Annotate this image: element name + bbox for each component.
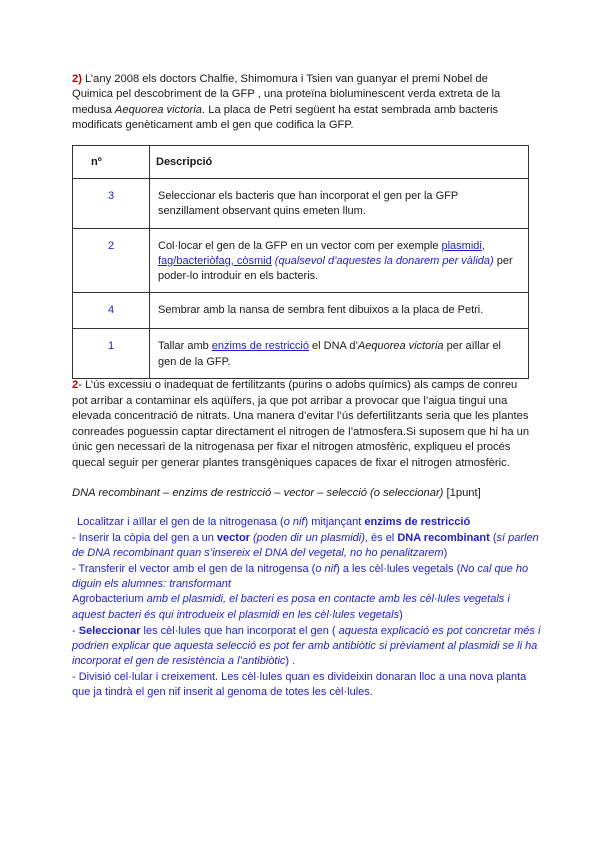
answer-step-4: - Seleccionar les cèl·lules que han incorporat el gen ( aquesta explicació es pot concretar més i podrien explicar que aquesta selecció es pot fer amb antibiòtic si prèviament al plasmidi se li ha incorporat el gen de resistència a l’antibiòtic) . <box>72 624 541 667</box>
steps-table <box>72 145 529 379</box>
table-row <box>73 329 529 379</box>
row-description: Col·locar el gen de la GFP en un vector com per exemple plasmidi, fag/bacteriòfag, còsmid (qualsevol d’aquestes la donarem per vàlida) per poder-lo introduir en els bacteris. <box>150 228 529 293</box>
row-number: 3 <box>73 179 150 229</box>
table-row <box>73 293 529 329</box>
answer-step-5: - Divisió cel·lular i creixement. Les cèl·lules quan es divideixin donaran lloc a una nova planta que ja tindrà el gen nif inserit al genoma de totes les cèl·lules. <box>72 670 527 699</box>
row-number: 4 <box>73 293 150 329</box>
col-desc-header: Descripció <box>150 146 529 179</box>
table-row <box>73 179 529 229</box>
table-row <box>73 228 529 293</box>
question-1-number: 2) <box>72 73 82 85</box>
restriction-enzymes-link[interactable]: enzims de restricció <box>211 340 309 353</box>
question-1-intro: 2) L’any 2008 els doctors Chalfie, Shimomura i Tsien van guanyar el premi Nobel de Quimica pel descobriment de la GFP , una proteïna bioluminescent verda extreta de la medusa Aequorea victoria. La placa de Petri següent ha estat sembrada amb bacteris modificats genèticament amb el gen que codifica la GFP. <box>72 73 501 132</box>
answer-step-2: - Inserir la còpia del gen a un vector (poden dir un plasmidi), és el DNA recombinant (sí parlen de DNA recombinant quan s’insereix el DNA del vegetal, no ho penalitzarem) <box>72 532 539 560</box>
question-2-text: 2- L’ús excessiu o inadequat de fertilitzants (purins o adobs químics) als camps de conreu pot arribar a contaminar els aqüífers, ja que pot arribar a provocar que l’aigua tingui una elevada concentració de nitrats. Una manera d’evitar l’ús defertilitzants seria que les plantes conreades poguessin captar directament el nitrogen de l’atmosfera.Si suposem que hi ha un únic gen necessari de la nitrogenasa per fixar el nitrogen atmosfèric, expliqueu el procés quecal seguir per generar plantes transgèniques capaces de fixar el nitrogen atmosfèric. <box>72 379 530 469</box>
question-2-number: 2 <box>72 379 79 391</box>
answer-step-3: - Transferir el vector amb el gen de la nitrogensa (o nif) a les cèl·lules vegetals (No cal que ho diguin els alumnes: transformant Agrobacterium amb el plasmidi, el bacteri es posa en contacte amb les cèl·lules vegetals i aquest bacteri és qui introdueix el plasmidi en les cèl·lules vegetals) <box>72 563 529 621</box>
points: [1punt] <box>443 487 481 499</box>
validity-note: (qualsevol d’aquestes la donarem per vàlida) <box>274 254 494 267</box>
col-num-header: nº <box>73 146 150 179</box>
row-description: Sembrar amb la nansa de sembra fent dibuixos a la placa de Petri. <box>150 293 529 329</box>
row-number: 2 <box>73 228 150 293</box>
keywords-line <box>72 486 528 501</box>
row-description: Seleccionar els bacteris que han incorporat el gen per la GFP senzillament observant quins emeten llum. <box>150 179 529 229</box>
answer-block <box>72 515 542 700</box>
row-description: Tallar amb enzims de restricció el DNA d’Aequorea victoria per aïllar el gen de la GFP. <box>150 329 529 379</box>
answer-step-1: Localitzar i aïllar el gen de la nitrogenasa (o nif) mitjançant enzims de restricció <box>77 516 471 528</box>
table-header-row <box>73 146 529 179</box>
keywords: DNA recombinant – enzims de restricció – vector – selecció (o seleccionar) <box>72 487 444 499</box>
vector-examples-link[interactable]: plasmidi, fag/bacteriòfag, còsmid <box>158 239 485 267</box>
row-number: 1 <box>73 329 150 379</box>
species-name: Aequorea victoria <box>114 103 202 116</box>
